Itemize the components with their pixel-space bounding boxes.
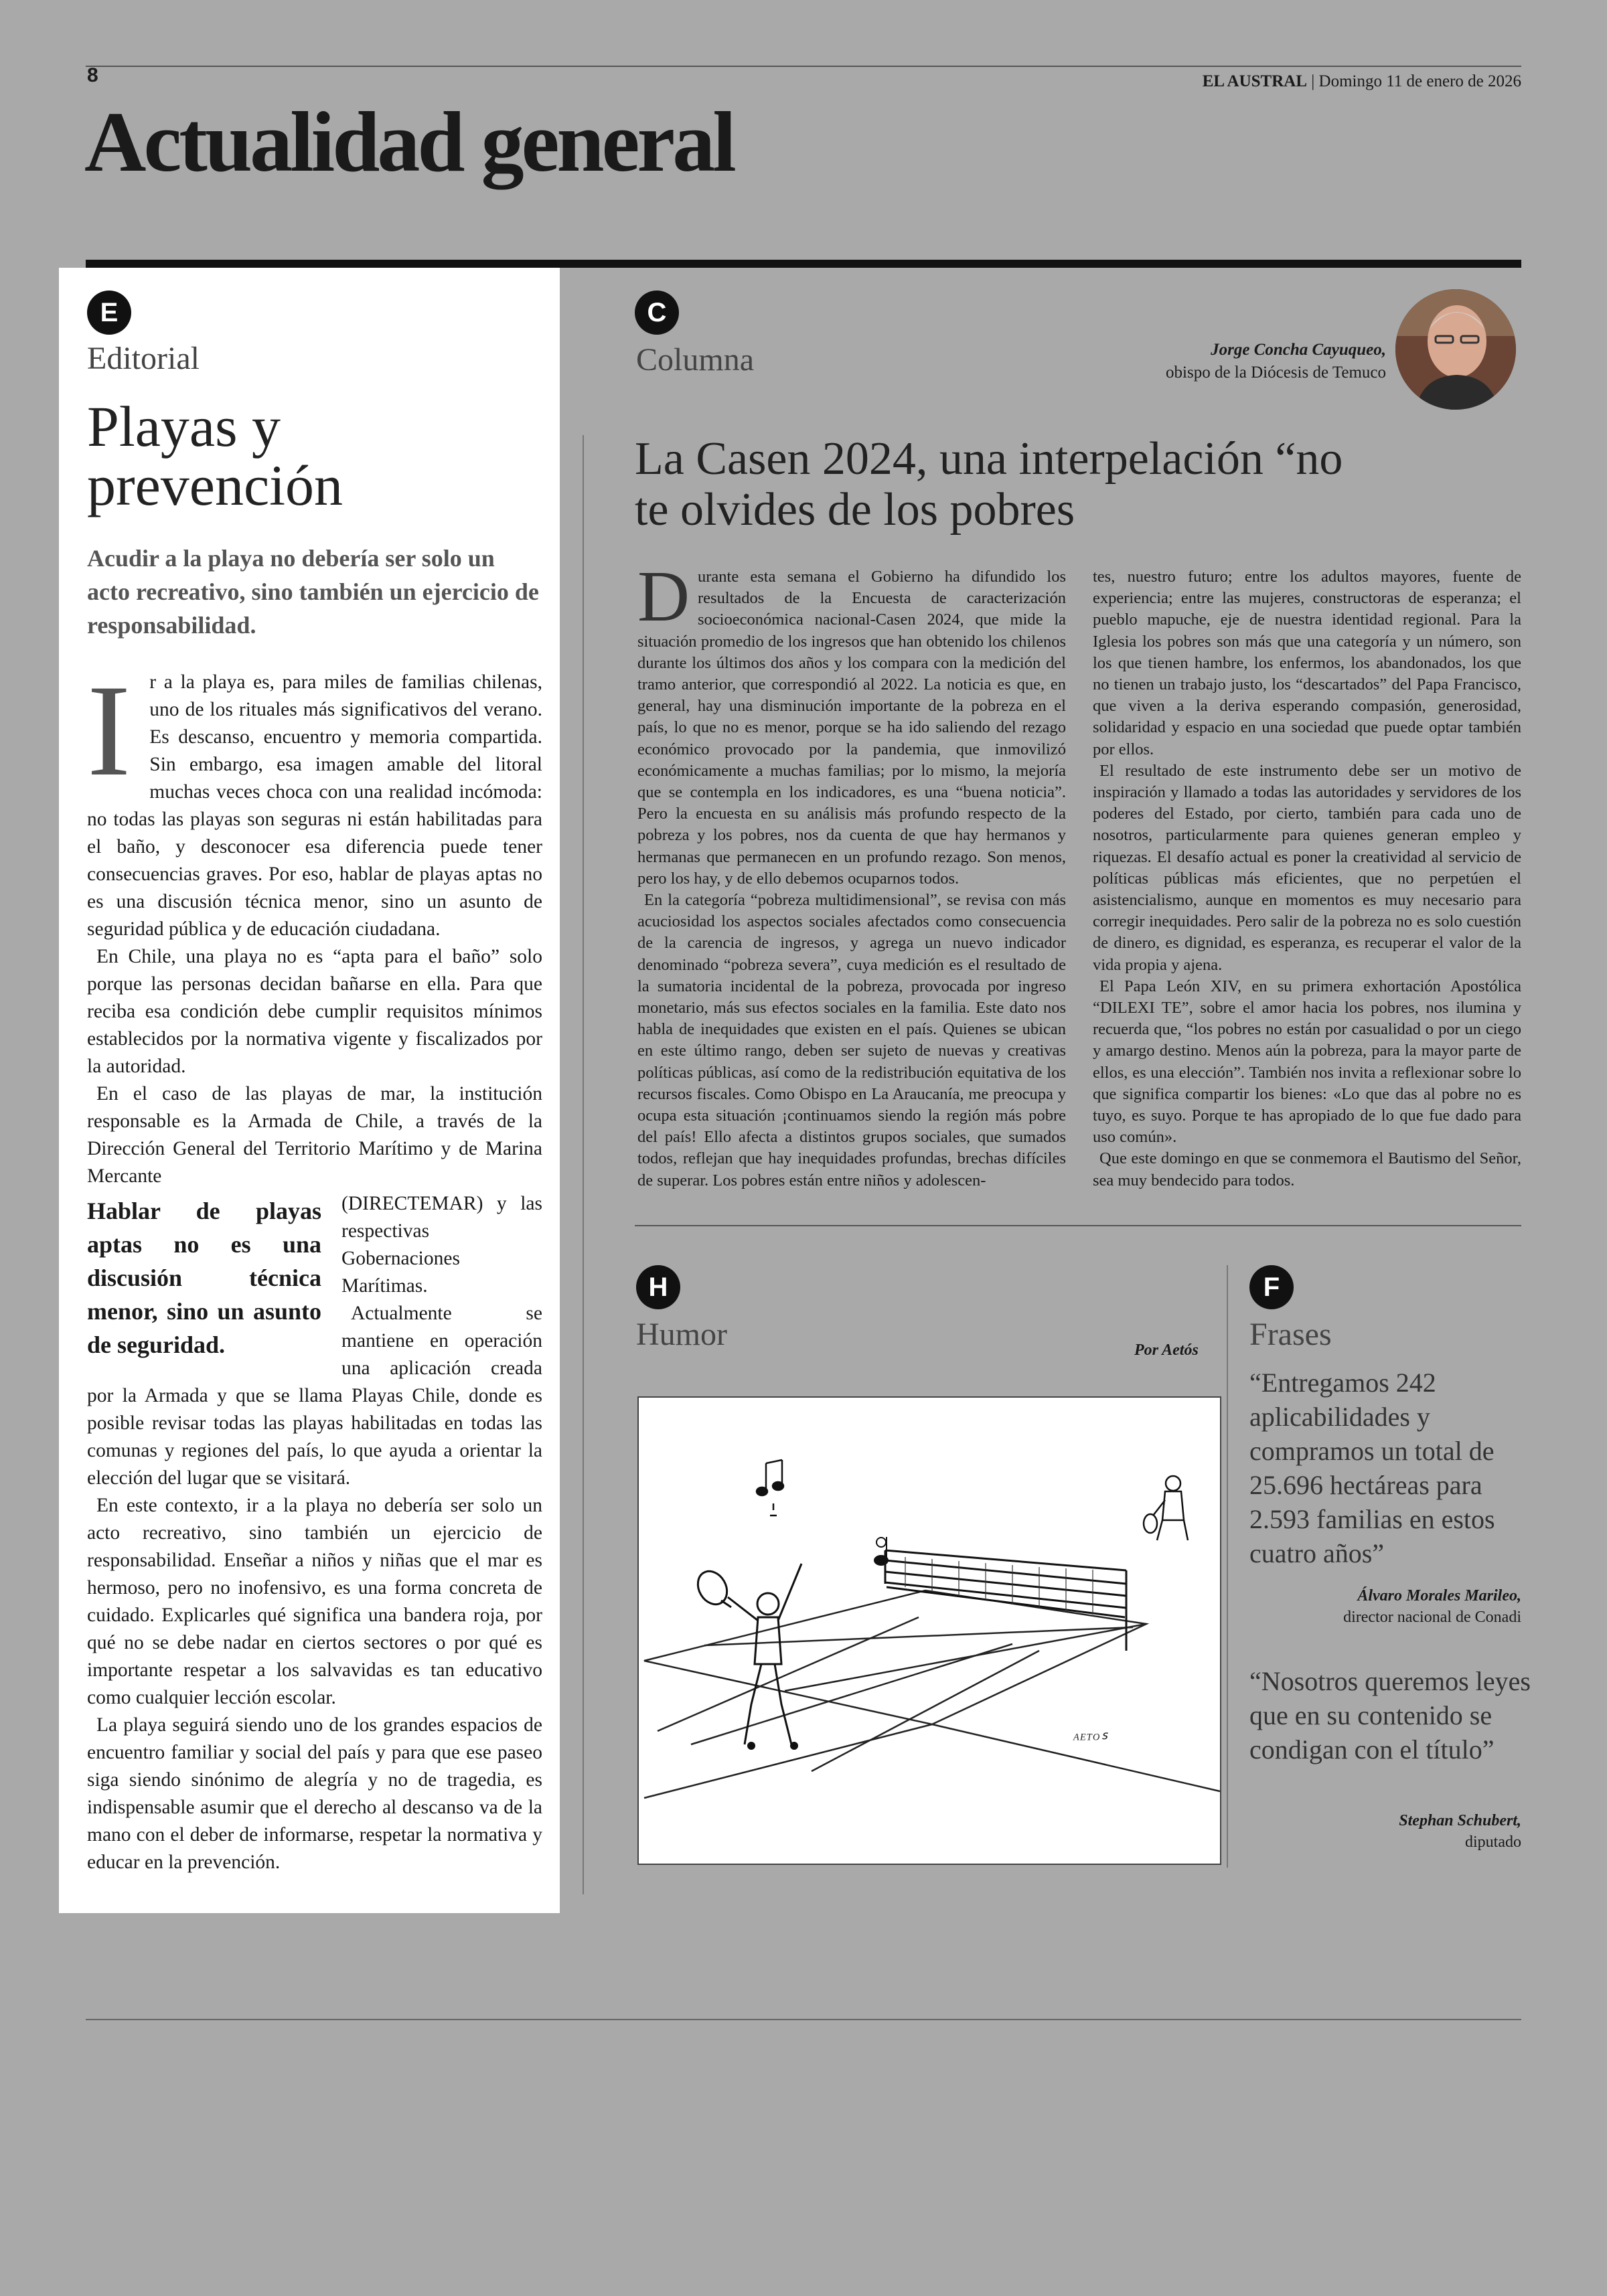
cartoonist-signature: ᴬᴱᵀᴼᔆ bbox=[1073, 1731, 1107, 1748]
frases-quote-1: “Entregamos 242 aplicabilidades y compramos un total de 25.696 hectáreas para 2.593 familias en estos cuatro años” bbox=[1249, 1368, 1495, 1568]
footer-rule bbox=[86, 2019, 1521, 2020]
masthead-separator: | bbox=[1311, 72, 1319, 90]
section-rule bbox=[86, 260, 1521, 268]
column-paragraph-3: tes, nuestro futuro; entre los adultos mayores, fuente de experiencia; entre las mujeres, constructoras de esperanza; el pueblo mapuche, eje de nuestra identidad regional. Para la Iglesia los pobres son más que una categoría y un número, son los que tienen hambre, los enfermos, los abandonados, los que no tienen un trabajo justo, los “descartados” del Papa Francisco, que viven a la deriva esperando compasión, generosidad, solidaridad y espacio en una sociedad que puede optar también por ellos. bbox=[1093, 568, 1521, 758]
column-paragraph-4: El resultado de este instrumento debe ser un motivo de inspiración y llamado a todas las autoridades y servidores de los poderes del Estado, por cierto, también para cada uno de nosotros, particularmente para quienes generan empleo y riquezas. El desafío actual es poner la creatividad al servicio de políticas públicas más eficientes, que no perpetúen el asistencialismo, aunque en momentos es muy necesario para corregir inequidades. Pero salir de la pobreza no es solo cuestión de dinero, es dignidad, es esperanza, es recuperar el valor de la vida propia y ajena. bbox=[1093, 761, 1521, 974]
column-body-right bbox=[1093, 566, 1521, 1192]
editorial-pullquote: Hablar de playas aptas no es una discusión técnica menor, sino un asunto de seguridad. bbox=[87, 1198, 321, 1358]
frases-kicker: Frases bbox=[1249, 1317, 1332, 1352]
author-name: Jorge Concha Cayuqueo, bbox=[1211, 341, 1386, 359]
editorial-dropcap: I bbox=[87, 658, 131, 803]
column-marker: C bbox=[635, 291, 679, 335]
humor-frases-divider bbox=[1227, 1265, 1228, 1868]
quote1-name: Álvaro Morales Marileo, bbox=[1357, 1587, 1521, 1605]
humor-marker: H bbox=[636, 1265, 680, 1309]
column-dropcap: D bbox=[637, 557, 690, 637]
masthead bbox=[1203, 72, 1521, 91]
quote2-name: Stephan Schubert, bbox=[1399, 1812, 1521, 1829]
frases-marker: F bbox=[1249, 1265, 1294, 1309]
editorial-deck: Acudir a la playa no debería ser solo un acto recreativo, sino también un ejercicio de responsabilidad. bbox=[87, 545, 539, 639]
section-title: Actualidad general bbox=[84, 94, 734, 189]
humor-kicker: Humor bbox=[636, 1317, 727, 1352]
editorial-paragraph-2: En Chile, una playa no es “apta para el baño” solo porque las personas decidan bañarse en ella. Para que reciba esa condición debe cumplir requisitos mínimos establecidos por la normativa vigente y fiscalizados por la autoridad. bbox=[87, 946, 542, 1077]
portrait-image bbox=[1395, 289, 1516, 410]
editorial-paragraph-3b: (DIRECTEMAR) y las respectivas Gobernaciones Marítimas. bbox=[341, 1193, 542, 1297]
top-rule bbox=[86, 66, 1521, 67]
quote1-role: director nacional de Conadi bbox=[1343, 1609, 1521, 1626]
editorial-kicker: Editorial bbox=[87, 341, 200, 376]
frases-quote-2: “Nosotros queremos leyes que en su contenido se condigan con el título” bbox=[1249, 1666, 1531, 1765]
brand-name: EL AUSTRAL bbox=[1202, 72, 1307, 90]
column-paragraph-2: En la categoría “pobreza multidimensional”, se revisa con más acuciosidad los aspectos sociales afectados como consecuencia de la carencia de ingresos, y agrega un nuevo indicador denominado “pobreza severa”, cuya medición es el resultado de la sumatoria incidental de la pobreza, provocada por ingreso monetario, más sus efectos sociales en la familia. Este dato nos habla de inequidades que existen en el país. Quienes se ubican en este último rango, deben ser sujeto de nuevas y creativas políticas públicas, así como de la redistribución equitativa de los recursos fiscales. Como Obispo en La Araucanía, me preocupa y ocupa esta situación ¡continuamos siendo la región más pobre del país! Ello afecta a distintos grupos sociales, que sumados todos, reflejan que hay inequidades profundas, brechas difíciles de superar. Los pobres están entre niños y adolescen- bbox=[637, 891, 1066, 1190]
frases-attribution-2 bbox=[1249, 1810, 1521, 1853]
author-role: obispo de la Diócesis de Temuco bbox=[1166, 363, 1386, 382]
editorial bbox=[59, 268, 560, 1913]
humor-cartoon bbox=[637, 1396, 1221, 1865]
editorial-body bbox=[87, 658, 542, 1876]
tennis-cartoon bbox=[637, 1396, 1221, 1865]
author-portrait bbox=[1395, 289, 1516, 410]
editorial-paragraph-3: En el caso de las playas de mar, la institución responsable es la Armada de Chile, a través de la Dirección General del Territorio Marítimo y de Marina Mercante bbox=[87, 1083, 542, 1187]
page-number: 8 bbox=[87, 64, 98, 86]
editorial-headline: Playas y prevención bbox=[87, 394, 343, 517]
column-paragraph-6: Que este domingo en que se conmemora el Bautismo del Señor, sea muy bendecido para todos. bbox=[1093, 1149, 1521, 1190]
quote2-role: diputado bbox=[1465, 1833, 1521, 1851]
column-title: La Casen 2024, una interpelación “no te olvides de los pobres bbox=[635, 433, 1343, 536]
editorial-marker: E bbox=[87, 291, 131, 335]
editorial-content bbox=[87, 291, 542, 1876]
column-divider-left bbox=[583, 435, 584, 1894]
column-paragraph-5: El Papa León XIV, en su primera exhortación Apostólica “DILEXI TE”, sobre el amor hacia los pobres, nos ilumina y recuerda que, “los pobres no están por casualidad o por un ciego y amargo destino. Menos aún la pobreza, para la mayor parte de ellos, es una elección”. También nos invita a reflexionar sobre lo que significa compartir los bienes: «Lo que das al pobre no es tuyo, es suyo. Porque te has apropiado de lo que fue dado para uso común». bbox=[1093, 977, 1521, 1147]
column-body-left bbox=[637, 557, 1066, 1192]
column-author bbox=[1166, 339, 1386, 384]
frases-attribution-1 bbox=[1249, 1585, 1521, 1628]
editorial-paragraph-1: r a la playa es, para miles de familias chilenas, uno de los rituales más significativos del verano. Es descanso, encuentro y memoria compartida. Sin embargo, esa imagen amable del litoral muchas veces choca con una realidad incómoda: no todas las playas son seguras ni están habilitadas para el baño, y desconocer esa diferencia puede tener consecuencias graves. Por eso, hablar de playas aptas no es una discusión técnica menor, sino un asunto de seguridad pública y de educación ciudadana. bbox=[87, 671, 542, 940]
humor-byline: Por Aetós bbox=[1134, 1341, 1199, 1359]
column-paragraph-1: urante esta semana el Gobierno ha difundido los resultados de la Encuesta de caracterización socioeconómica nacional-Casen 2024, que mide la situación promedio de los ingresos que han obtenido los chilenos durante los últimos dos años y los compara con la medición del tramo anterior, que correspondió al 2022. La noticia es que, en general, hay una disminución importante de la pobreza en el país, lo que no es menor, porque se ha ido saliendo del rezago económico provocado por la pandemia, que inmovilizó económicamente a muchas familias; por lo mismo, la mejoría que se contempla en los indicadores, es una “buena noticia”. Pero la encuesta en su análisis más profundo respecto de la pobreza y los pobres, nos da cuenta de que hay hermanos y hermanas que permanecen en un profundo rezago. Son menos, pero los hay, y de ello debemos ocuparnos todos. bbox=[637, 568, 1066, 888]
editorial-paragraph-4: Actualmente se mantiene en operación una aplicación creada por la Armada y que se llama Playas Chile, donde es posible revisar todas las playas habilitadas en todas las comunas y regiones del país, lo que ayuda a orientar la elección del lugar que se visitará. bbox=[87, 1303, 542, 1489]
column-bottom-rule bbox=[635, 1225, 1521, 1226]
editorial-paragraph-6: La playa seguirá siendo uno de los grandes espacios de encuentro familiar y social del país y para que ese paseo siga siendo sinónimo de alegría y no de tragedia, es indispensable asumir que el derecho al descanso va de la mano con el deber de informarse, respetar la normativa y educar en la prevención. bbox=[87, 1714, 542, 1873]
issue-date: Domingo 11 de enero de 2026 bbox=[1318, 72, 1521, 90]
column-kicker: Columna bbox=[636, 342, 754, 378]
editorial-paragraph-5: En este contexto, ir a la playa no debería ser solo un acto recreativo, sino también un ejercicio de responsabilidad. Enseñar a niños y niñas que el mar es hermoso, pero no inofensivo, es una forma concreta de cuidado. Explicarles qué significa una bandera roja, por qué no se debe nadar en ciertos sectores o por qué es importante respetar a los salvavidas es tan educativo como cualquier lección escolar. bbox=[87, 1495, 542, 1708]
